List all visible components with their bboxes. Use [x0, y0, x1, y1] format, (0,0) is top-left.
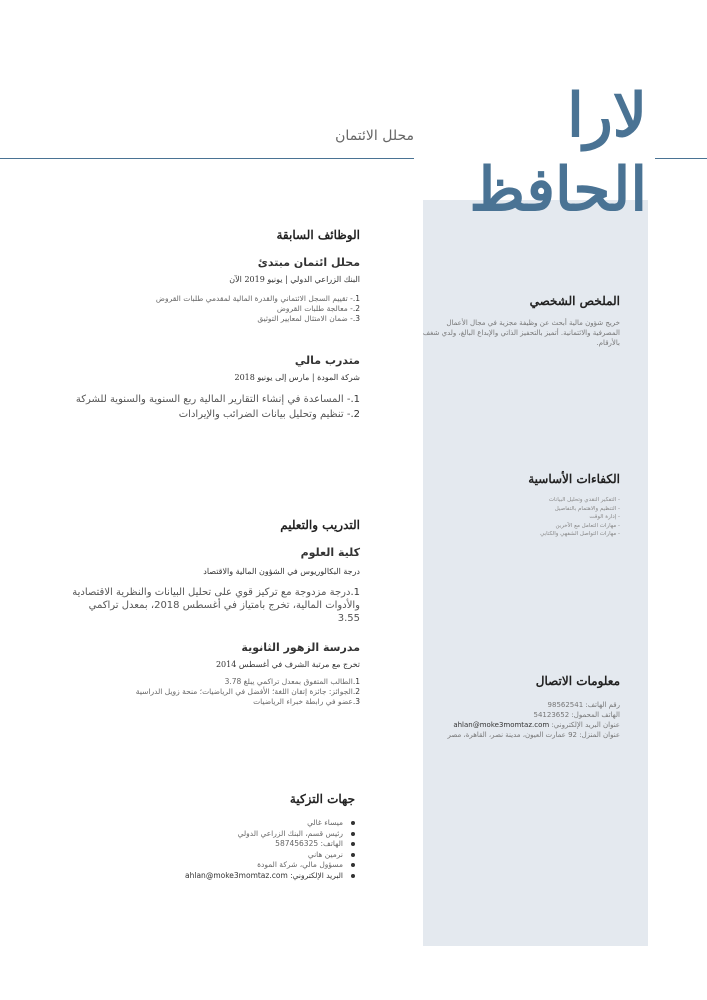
skill-item: - التفكير النقدي وتحليل البيانات: [548, 497, 620, 503]
reference-item: مسؤول مالي، شركة المودة: [105, 860, 355, 871]
school-meta: تخرج مع مرتبة الشرف في أغسطس 2014: [215, 660, 360, 669]
point-text: الطالب المتفوق بمعدل تراكمي يبلغ 3.78: [224, 677, 353, 686]
school-entry: [60, 641, 360, 707]
job-title: محلل ائتمان مبتدئ: [257, 256, 360, 269]
job-title: متدرب مالي: [294, 354, 360, 367]
job-duties: [60, 392, 360, 422]
point-text: الجوائز: جائزة إتقان اللغة؛ الأفضل في الرياضيات؛ منحة زويل الدراسية: [135, 687, 353, 696]
school-entry: [60, 546, 360, 625]
job-entry: [60, 256, 360, 324]
contact-email-label: عنوان البريد الإلكتروني:: [551, 721, 620, 729]
duty-text: - تقييم السجل الائتماني والقدرة المالية لمقدمي طلبات القروض: [155, 294, 353, 303]
duty-number: 2.: [352, 304, 360, 313]
job-entry: [60, 354, 360, 422]
summary-section: [420, 294, 620, 348]
duty-text: - المساعدة في إنشاء التقارير المالية ربع السنوية والسنوية للشركة: [75, 394, 351, 405]
school-name: مدرسة الزهور الثانوية: [241, 641, 360, 654]
contact-phone: رقم الهاتف: 98562541: [547, 701, 620, 709]
skill-item: - إدارة الوقت: [589, 514, 620, 520]
reference-item: ميساء غالي: [105, 818, 355, 829]
reference-item: نرمين هاني: [105, 850, 355, 861]
contact-mobile: الهاتف المحمول: 54123652: [533, 711, 620, 719]
header-divider: [655, 158, 707, 159]
skill-item: - مهارات التعامل مع الآخرين: [555, 522, 620, 529]
reference-item: البريد الإلكتروني: ahlan@moke3momtaz.com: [105, 871, 355, 882]
point-number: 3.: [352, 697, 360, 706]
duty-number: 3.: [352, 314, 360, 323]
point-text: عضو في رابطة خبراء الرياضيات: [253, 697, 353, 706]
experience-section: [60, 228, 360, 422]
duty-item: [60, 392, 360, 407]
duty-item: [60, 304, 360, 314]
school-points: [60, 677, 360, 707]
job-title: محلل الائتمان: [335, 128, 414, 144]
point-item: [60, 677, 360, 687]
point-item: [60, 687, 360, 697]
duty-item: [60, 407, 360, 422]
school-points: [70, 586, 360, 625]
first-name: لارا: [567, 81, 647, 151]
contact-heading: معلومات الاتصال: [535, 674, 620, 688]
duty-item: [60, 294, 360, 304]
school-meta: درجة البكالوريوس في الشؤون المالية والاقتصاد: [203, 567, 360, 576]
job-duties: [60, 294, 360, 324]
point-number: 2.: [352, 687, 360, 696]
duty-text: - معالجة طلبات القروض: [276, 304, 353, 313]
references-heading: جهات التزكية: [289, 792, 355, 806]
duty-item: [60, 314, 360, 324]
skill-item: - مهارات التواصل الشفهي والكتابي: [540, 531, 620, 537]
experience-heading: الوظائف السابقة: [276, 228, 360, 242]
point-number: 1.: [350, 587, 360, 598]
skills-heading: الكفاءات الأساسية: [528, 472, 620, 486]
contact-section: [410, 674, 620, 740]
contact-email[interactable]: ahlan@moke3momtaz.com: [453, 721, 550, 729]
skills-section: [420, 472, 620, 539]
point-number: 1.: [352, 677, 360, 686]
duty-number: 1.: [352, 294, 360, 303]
job-meta: البنك الزراعي الدولي | يونيو 2019 الآن: [229, 275, 360, 284]
duty-number: 1.: [350, 394, 360, 405]
education-section: [60, 518, 360, 707]
point-text: درجة مزدوجة مع تركيز قوي على تحليل البيانات والنظرية الاقتصادية والأدوات المالية، تخرج بامتياز في أغسطس 2018، بمعدل تراكمي 3.55: [72, 587, 360, 624]
skill-item: - التنظيم والاهتمام بالتفاصيل: [554, 505, 620, 512]
references-section: [105, 792, 355, 881]
header-divider: [0, 158, 414, 159]
duty-text: - ضمان الامتثال لمعايير التوثيق: [257, 314, 353, 323]
contact-address: عنوان المنزل: 92 عمارت العيون، مدينة نصر، القاهرة، مصر: [447, 731, 620, 739]
school-name: كلية العلوم: [300, 546, 360, 559]
point-item: [60, 697, 360, 707]
reference-item: الهاتف: 587456325: [105, 839, 355, 850]
education-heading: التدريب والتعليم: [280, 518, 360, 532]
reference-item: رئيس قسم، البنك الزراعي الدولي: [105, 829, 355, 840]
summary-heading: الملخص الشخصي: [529, 294, 620, 308]
summary-text: خريج شؤون مالية أبحث عن وظيفة مجزية في مجال الأعمال المصرفية والائتمانية. أتميز بالتحفيز الذاتي والإبداع البالغ، ولدي شغف بالأرقام.: [422, 319, 620, 347]
duty-number: 2.: [350, 409, 360, 420]
duty-text: - تنظيم وتحليل بيانات الضرائب والإيرادات: [178, 409, 351, 420]
contact-email-row: [410, 720, 620, 730]
job-meta: شركة المودة | مارس إلى يونيو 2018: [234, 373, 360, 382]
references-list: [105, 818, 355, 881]
last-name: الحافظ: [469, 155, 647, 225]
point-item: [70, 586, 360, 625]
skills-list: [420, 496, 620, 539]
